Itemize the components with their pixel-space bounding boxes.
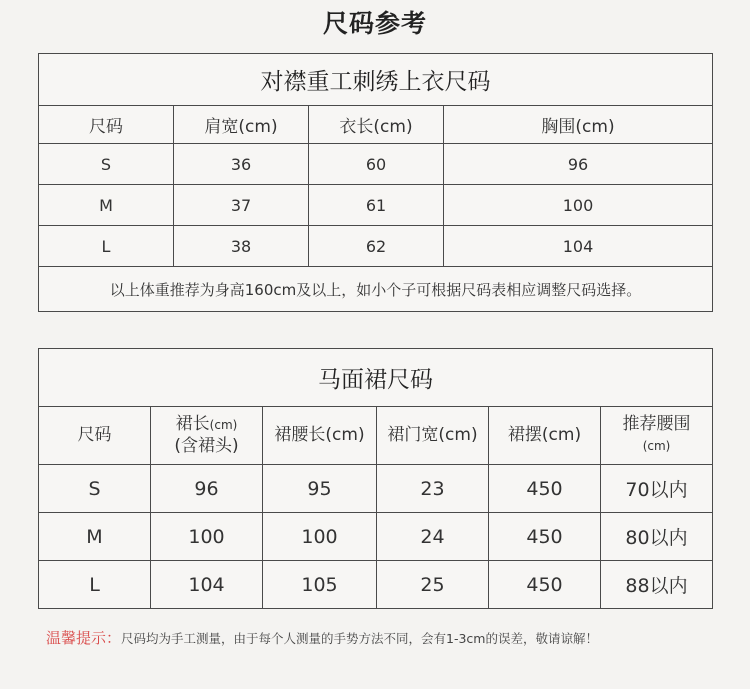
- size-cell: L: [39, 226, 174, 267]
- header-length: 衣长(cm): [309, 106, 444, 144]
- chest-cell: 100: [444, 185, 713, 226]
- skirt-size-table: [38, 348, 713, 609]
- table-row: [39, 465, 713, 513]
- header-hem: 裙摆(cm): [489, 407, 601, 465]
- header-rec-waist: [601, 407, 713, 465]
- chest-cell: 104: [444, 226, 713, 267]
- chest-cell: 96: [444, 144, 713, 185]
- shoulder-cell: 36: [174, 144, 309, 185]
- shoulder-cell: 37: [174, 185, 309, 226]
- tip-text: 尺码均为手工测量，由于每个人测量的手势方法不同，会有1-3cm的误差，敬请谅解！: [121, 631, 598, 646]
- header-skirt-length-note: (含裙头): [174, 436, 239, 456]
- size-cell: S: [39, 144, 174, 185]
- skirt-table-title: 马面裙尺码: [39, 349, 713, 407]
- table-row: [39, 185, 713, 226]
- hem-cell: 450: [489, 561, 601, 609]
- waist-cell: 95: [263, 465, 377, 513]
- header-rec-waist-unit: (cm): [642, 439, 671, 453]
- header-chest: 胸围(cm): [444, 106, 713, 144]
- door-cell: 23: [377, 465, 489, 513]
- rec-waist-cell: 88以内: [601, 561, 713, 609]
- header-shoulder: 肩宽(cm): [174, 106, 309, 144]
- table-row: [39, 561, 713, 609]
- size-cell: M: [39, 185, 174, 226]
- rec-waist-cell: 70以内: [601, 465, 713, 513]
- table-row: [39, 144, 713, 185]
- header-door: 裙门宽(cm): [377, 407, 489, 465]
- length-cell: 60: [309, 144, 444, 185]
- warm-tip: [46, 627, 736, 648]
- hem-cell: 450: [489, 465, 601, 513]
- size-cell: M: [39, 513, 151, 561]
- header-waist: 裙腰长(cm): [263, 407, 377, 465]
- rec-waist-cell: 80以内: [601, 513, 713, 561]
- tip-label: 温馨提示：: [46, 629, 122, 647]
- skirt-length-cell: 100: [151, 513, 263, 561]
- page-title: 尺码参考: [322, 9, 427, 38]
- top-size-table: [38, 53, 713, 312]
- door-cell: 24: [377, 513, 489, 561]
- header-skirt-length-label: 裙长: [175, 414, 210, 434]
- waist-cell: 100: [263, 513, 377, 561]
- top-table-title: 对襟重工刺绣上衣尺码: [39, 54, 713, 106]
- header-size: 尺码: [39, 106, 174, 144]
- size-cell: L: [39, 561, 151, 609]
- door-cell: 25: [377, 561, 489, 609]
- header-size: 尺码: [39, 407, 151, 465]
- waist-cell: 105: [263, 561, 377, 609]
- size-note: 以上体重推荐为身高160cm及以上，如小个子可根据尺码表相应调整尺码选择。: [39, 267, 713, 312]
- skirt-length-cell: 104: [151, 561, 263, 609]
- table-row: [39, 226, 713, 267]
- skirt-length-cell: 96: [151, 465, 263, 513]
- table-row: [39, 513, 713, 561]
- header-skirt-length: [151, 407, 263, 465]
- shoulder-cell: 38: [174, 226, 309, 267]
- size-cell: S: [39, 465, 151, 513]
- hem-cell: 450: [489, 513, 601, 561]
- header-rec-waist-label: 推荐腰围: [622, 414, 691, 434]
- header-skirt-length-unit: (cm): [209, 418, 238, 432]
- length-cell: 61: [309, 185, 444, 226]
- length-cell: 62: [309, 226, 444, 267]
